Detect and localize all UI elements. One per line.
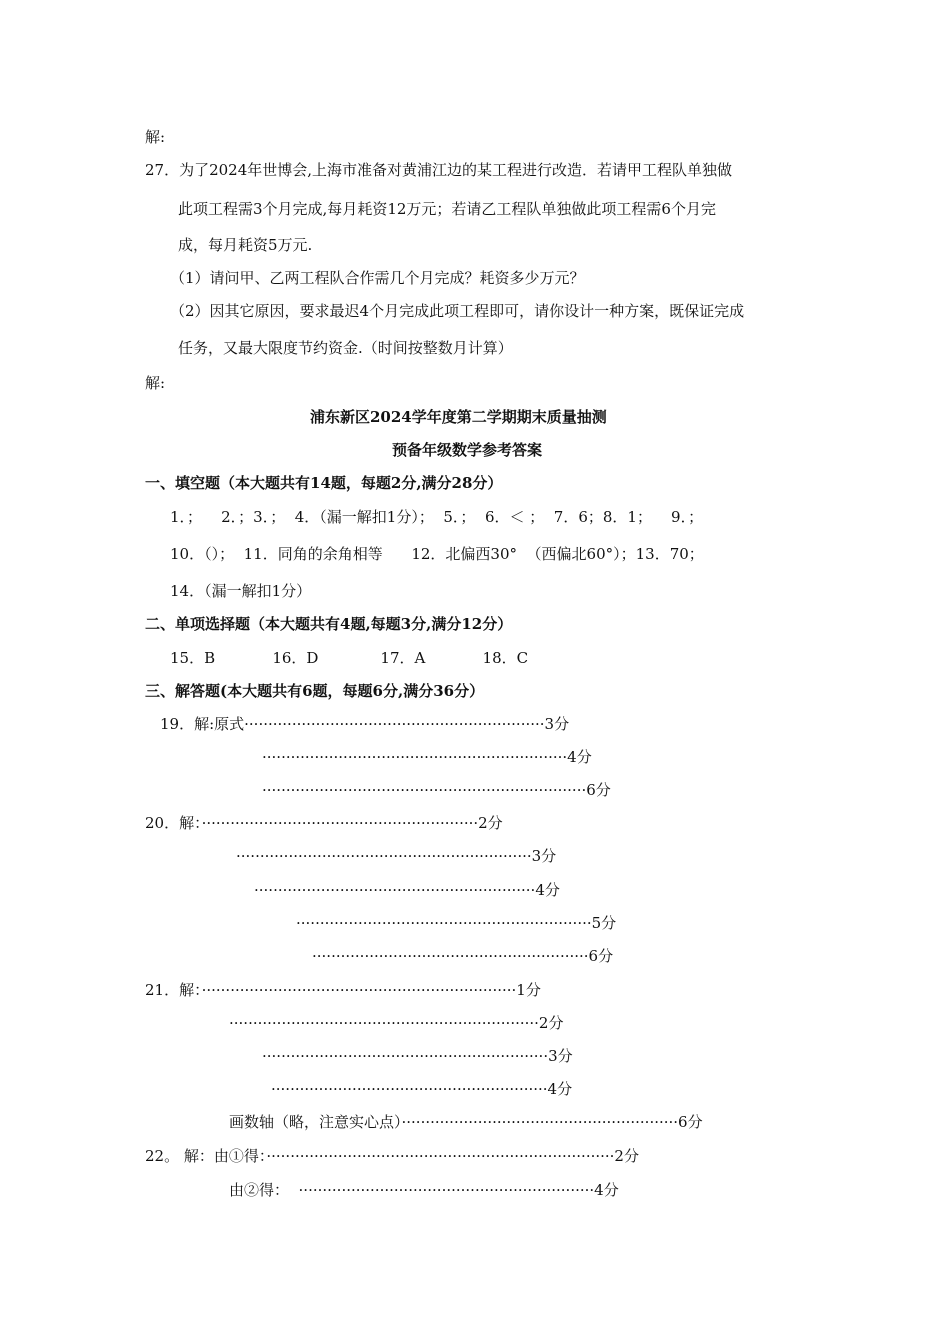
q21-step-5: 画数轴（略，注意实心点）··························································6分 — [229, 1113, 703, 1131]
fill-answers-2: 10．（）； 11．同角的余角相等 12．北偏西30° （西偏北60°）；13．70； — [170, 545, 704, 563]
answer-label: 解: — [145, 128, 166, 146]
problem-27-text: 27．为了2024年世博会,上海市准备对黄浦江边的某工程进行改造．若请甲工程队单独做 — [145, 161, 733, 179]
q21-step-1: 21．解：··································································1分 — [145, 981, 541, 999]
section-2-heading: 二、单项选择题（本大题共有4题,每题3分,满分12分） — [145, 615, 513, 633]
section-1-heading: 一、填空题（本大题共有14题，每题2分,满分28分） — [145, 474, 503, 492]
answer-title: 浦东新区2024学年度第二学期期末质量抽测 — [310, 408, 607, 426]
q20-step-1: 20．解：··························································2分 — [145, 814, 503, 832]
q20-step-2: ······························································3分 — [236, 847, 557, 865]
q20-step-4: ······························································5分 — [296, 914, 617, 932]
q19-step-2: ································································4分 — [262, 748, 592, 766]
problem-27-part-1: （1）请问甲、乙两工程队合作需几个月完成？耗资多少万元？ — [170, 269, 585, 287]
q21-step-3: ····························································3分 — [262, 1047, 573, 1065]
choice-answers: 15．B 16．D 17．A 18．C — [170, 649, 529, 667]
problem-27-part-2b: 任务，又最大限度节约资金.（时间按整数月计算） — [178, 339, 513, 357]
q22-step-1: 22。 解：由①得：·········································································2分 — [145, 1147, 639, 1165]
q19-step-3: ····································································6分 — [262, 781, 611, 799]
answer-label: 解: — [145, 374, 166, 392]
q22-step-2: 由②得： ······························································4分 — [229, 1181, 619, 1199]
fill-answers-3: 14．（漏一解扣1分） — [170, 582, 312, 600]
q21-step-2: ·································································2分 — [229, 1014, 564, 1032]
q20-step-3: ···························································4分 — [254, 881, 560, 899]
q19-step-1: 19．解:原式·······························································3分 — [160, 715, 570, 733]
section-3-heading: 三、解答题(本大题共有6题，每题6分,满分36分） — [145, 682, 485, 700]
q21-step-4: ··························································4分 — [271, 1080, 573, 1098]
answer-subtitle: 预备年级数学参考答案 — [392, 441, 543, 459]
problem-27-part-2: （2）因其它原因，要求最迟4个月完成此项工程即可，请你设计一种方案，既保证完成 — [170, 302, 745, 320]
q20-step-5: ··························································6分 — [312, 947, 614, 965]
problem-27-text-3: 成，每月耗资5万元. — [178, 236, 313, 254]
problem-27-text-2: 此项工程需3个月完成,每月耗资12万元；若请乙工程队单独做此项工程需6个月完 — [178, 200, 716, 218]
fill-answers-1: 1．； 2．；3．； 4．（漏一解扣1分）； 5．； 6．＜ ； 7．6；8．1； 9．； — [170, 508, 704, 526]
